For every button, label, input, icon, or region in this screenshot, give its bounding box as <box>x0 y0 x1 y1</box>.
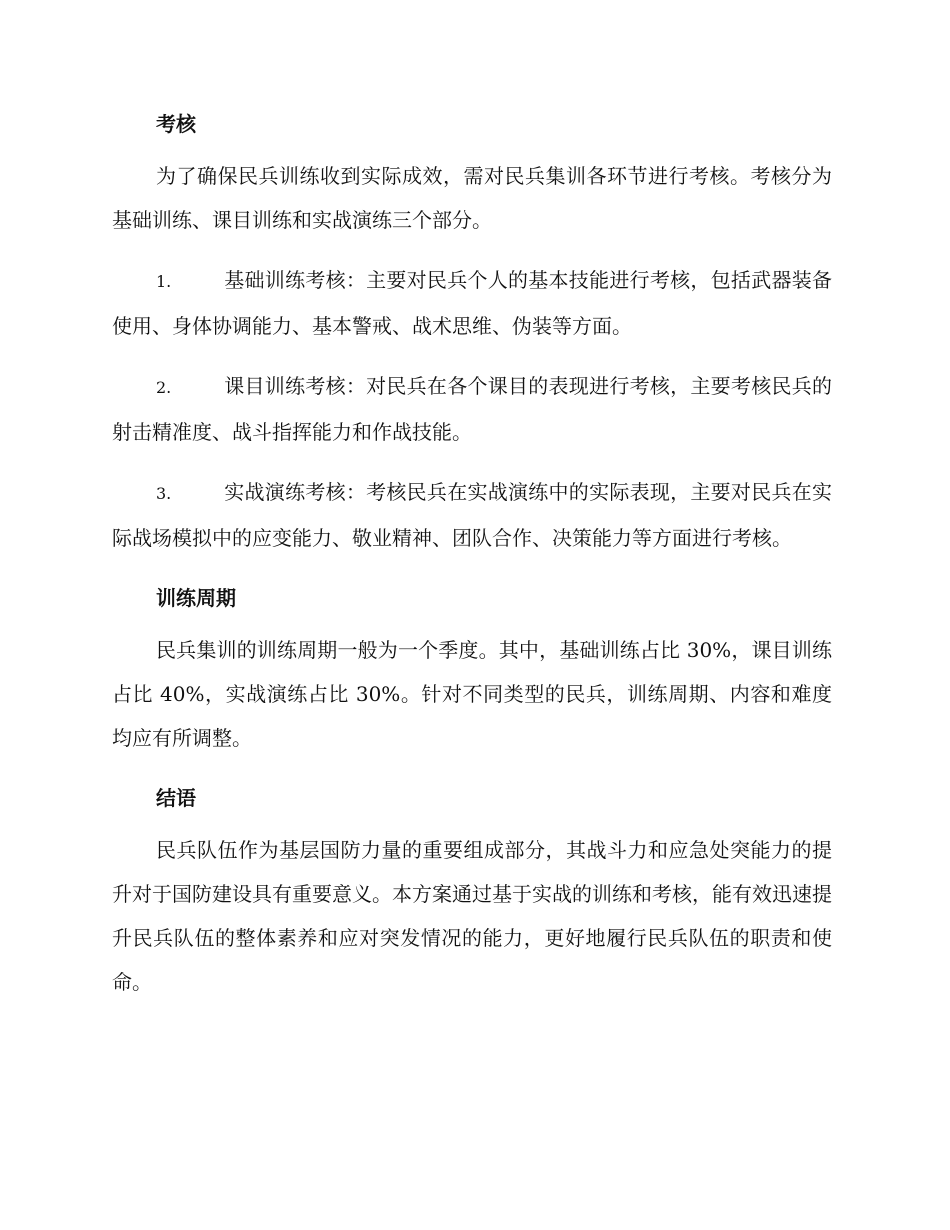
section-heading-assessment: 考核 <box>156 112 196 136</box>
list-item-text: 课目训练考核：对民兵在各个课目的表现进行考核，主要考核民兵的射击精准度、战斗指挥能力和作战技能。 <box>112 374 832 444</box>
list-item-text: 基础训练考核：主要对民兵个人的基本技能进行考核，包括武器装备使用、身体协调能力、基本警戒、战术思维、伪装等方面。 <box>112 268 832 338</box>
list-item-text: 实战演练考核：考核民兵在实战演练中的实际表现，主要对民兵在实际战场模拟中的应变能力、敬业精神、团队合作、决策能力等方面进行考核。 <box>112 480 832 550</box>
assessment-intro-paragraph: 为了确保民兵训练收到实际成效，需对民兵集训各环节进行考核。考核分为基础训练、课目训练和实战演练三个部分。 <box>112 164 832 232</box>
cycle-paragraph: 民兵集训的训练周期一般为一个季度。其中，基础训练占比 30%，课目训练占比 40%，实战演练占比 30%。针对不同类型的民兵，训练周期、内容和难度均应有所调整。 <box>112 638 832 750</box>
document-page <box>112 102 832 1020</box>
list-item-number: 3. <box>156 484 172 503</box>
list-item <box>112 258 832 348</box>
list-item <box>112 364 832 454</box>
conclusion-paragraph: 民兵队伍作为基层国防力量的重要组成部分，其战斗力和应急处突能力的提升对于国防建设具有重要意义。本方案通过基于实战的训练和考核，能有效迅速提升民兵队伍的整体素养和应对突发情况的能力，更好地履行民兵队伍的职责和使命。 <box>112 838 832 994</box>
list-item-number: 2. <box>156 378 172 397</box>
list-item-number: 1. <box>156 272 172 291</box>
list-item <box>112 470 832 560</box>
section-heading-cycle: 训练周期 <box>156 586 236 610</box>
section-heading-conclusion: 结语 <box>156 786 196 810</box>
